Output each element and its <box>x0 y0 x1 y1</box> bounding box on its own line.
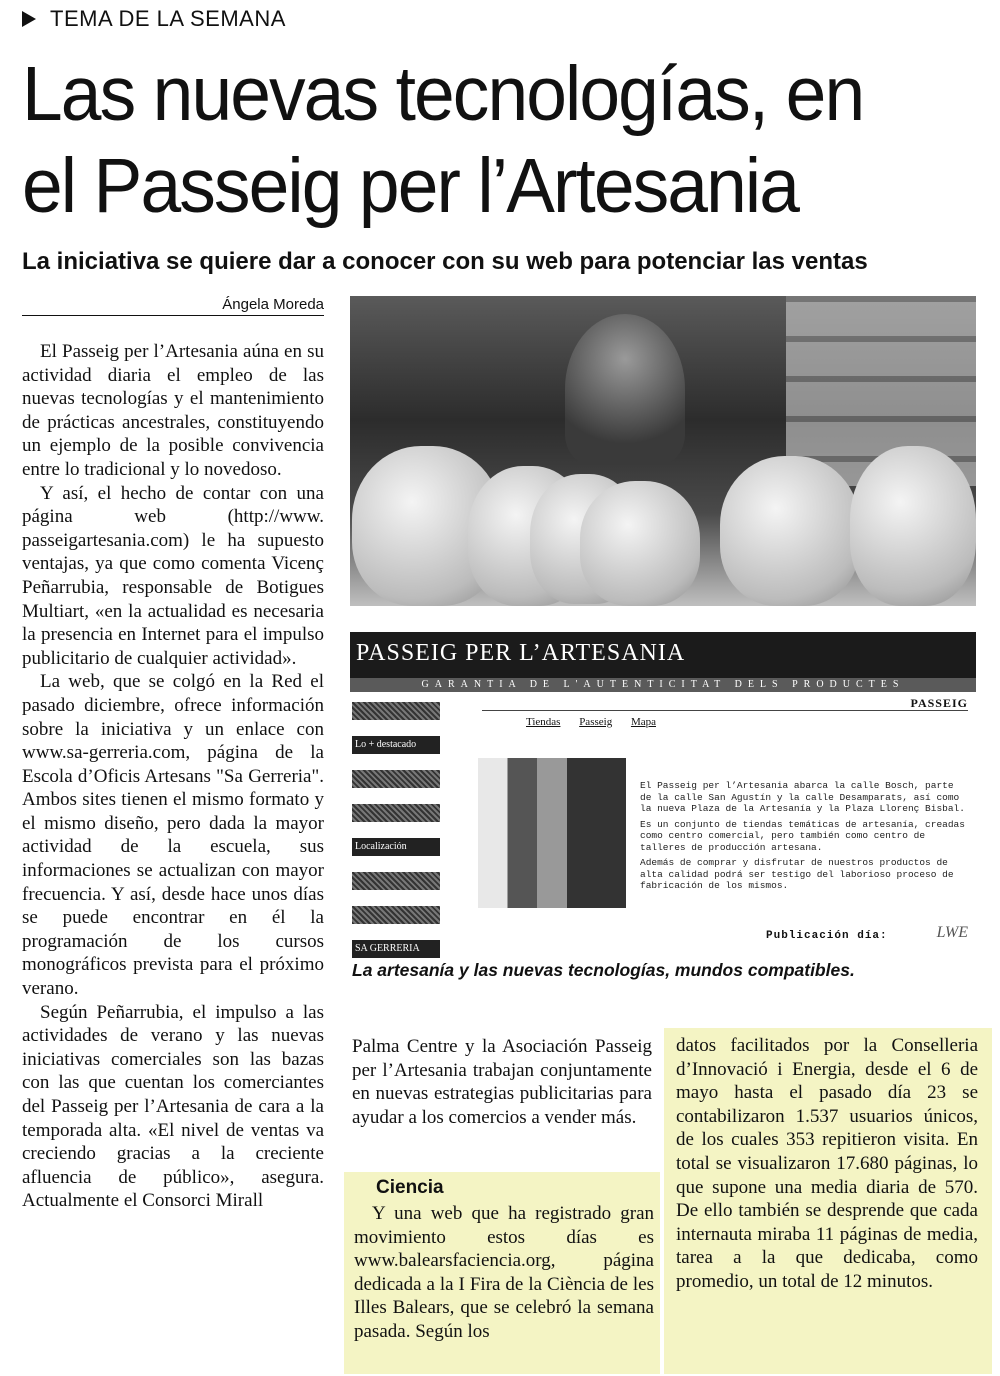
subtitle: La iniciativa se quiere dar a conocer con su web para potenciar las ventas <box>22 248 868 275</box>
author-rule <box>22 315 324 316</box>
article-photo <box>350 296 976 606</box>
photo-vase <box>850 446 976 606</box>
website-paragraph: Además de comprar y disfrutar de nuestros productos de alta calidad podrá ser testigo del laborioso proceso de fabricación de los mismos. <box>640 857 954 891</box>
website-logo: PASSEIG PER L’ARTESANIA <box>356 640 686 666</box>
website-side-button: Localización <box>352 838 440 856</box>
website-side-button: Lo + destacado <box>352 736 440 754</box>
website-tagline: GARANTIA DE L'AUTENTICITAT DELS PRODUCTES <box>350 678 976 692</box>
column-2 <box>352 1035 652 1129</box>
website-side-button <box>352 770 440 788</box>
website-street-photo <box>478 758 626 908</box>
paragraph: datos facilitados por la Conselleria d’Innovació i Energia, desde el 6 de mayo hasta el pasado día 23 se contabilizaron 1.537 usuarios únicos, de los cuales 353 repitieron visita. En total se visualizaron 17.680 páginas, lo que supone una media diaria de 570. De ello también se desprende que cada internauta miraba 11 páginas de media, tarea a la que dedicaba, como promedio, un total de 12 minutos. <box>676 1035 978 1292</box>
headline-line-2: el Passeig per l’Artesania <box>22 143 799 229</box>
box-column-a <box>354 1202 654 1344</box>
paragraph: La web, que se colgó en la Red el pasado diciembre, ofrece información sobre la iniciativa y un enlace con www.sa-gerreria.com, página de la Escola d’Oficis Artesans "Sa Gerreria". Ambos sites tienen el mismo formato y el mismo diseño, pero dada la mayor actividad de la escuela, sus informaciones se actualizan con mayor frecuencia. Y así, desde hace unos días se puede encontrar en él la programación de los cursos monográficos prevista para el próximo verano. <box>22 671 324 1000</box>
website-nav-item: Tiendas <box>526 716 561 728</box>
website-sidebar <box>352 702 440 974</box>
photo-vase <box>720 456 860 606</box>
website-side-button <box>352 872 440 890</box>
website-side-button <box>352 906 440 924</box>
paragraph: Y una web que ha registrado gran movimiento estos días es www.balearsfaciencia.org, página dedicada a la I Fira de la Ciència de les Illes Balears, que se celebró la semana pasada. Según los <box>354 1203 654 1342</box>
website-paragraph: Es un conjunto de tiendas temáticas de artesanía, creadas como centro comercial, pero también como centro de talleres de producción artesana. <box>640 818 965 853</box>
box-title: Ciencia <box>376 1177 444 1198</box>
website-side-button <box>352 702 440 720</box>
website-header <box>350 632 976 678</box>
photo-caption: La artesanía y las nuevas tecnologías, mundos compatibles. <box>352 960 855 980</box>
headline <box>22 48 934 232</box>
website-rule <box>482 710 968 711</box>
website-text <box>640 780 970 896</box>
paragraph: Según Peñarrubia, el impulso a las actividades de verano y las nuevas iniciativas comerciales son las bazas con las que cuentan los comerciantes del Passeig per l’Artesania de cara a la temporada alta. «El nivel de ventas va creciendo gracias a la creciente afluencia de público», asegura. Actualmente el Consorci Mirall <box>22 1001 324 1212</box>
website-screenshot <box>350 632 976 954</box>
author-byline: Ángela Moreda <box>222 296 324 313</box>
box-column-b <box>676 1034 978 1294</box>
triangle-icon <box>22 11 36 27</box>
photo-artisan <box>565 314 685 464</box>
website-side-button: SA GERRERIA <box>352 940 440 958</box>
website-side-button <box>352 804 440 822</box>
website-nav-item: Passeig <box>579 716 613 728</box>
headline-line-1: Las nuevas tecnologías, en <box>22 51 864 137</box>
website-paragraph: El Passeig per l’Artesania abarca la calle Bosch, parte de la calle San Agustín y la calle Desamparats, así como la nueva Plaza de la Artesanía y la Plaza Llorenç Bisbal. <box>640 780 965 814</box>
paragraph: El Passeig per l’Artesania aúna en su actividad diaria el empleo de las nuevas tecnologías y el mantenimiento de prácticas ancestrales, constituyendo un ejemplo de la posible convivencia entre lo tradicional y lo novedoso. <box>22 341 324 480</box>
website-nav-item: Mapa <box>630 716 656 728</box>
website-publication-date: Publicación día: <box>766 930 888 942</box>
website-brand: PASSEIG <box>910 696 968 710</box>
website-nav <box>526 716 672 728</box>
paragraph: Y así, el hecho de contar con una página web (http://www. passeigartesania.com) le ha supuesto ventajas, ya que como comenta Vicenç Peñarrubia, responsable de Botigues Multiart, «en la actualidad es necesaria la presencia en Internet para el impulso publicitario de cualquier actividad». <box>22 482 324 669</box>
column-1 <box>22 340 324 1213</box>
photo-vase <box>580 481 700 606</box>
website-signature: LWE <box>936 924 968 941</box>
paragraph: Palma Centre y la Asociación Passeig per l’Artesania trabajan conjuntamente en nuevas estrategias publicitarias para ayudar a los comercios a vender más. <box>352 1036 652 1128</box>
section-label: TEMA DE LA SEMANA <box>22 6 286 32</box>
